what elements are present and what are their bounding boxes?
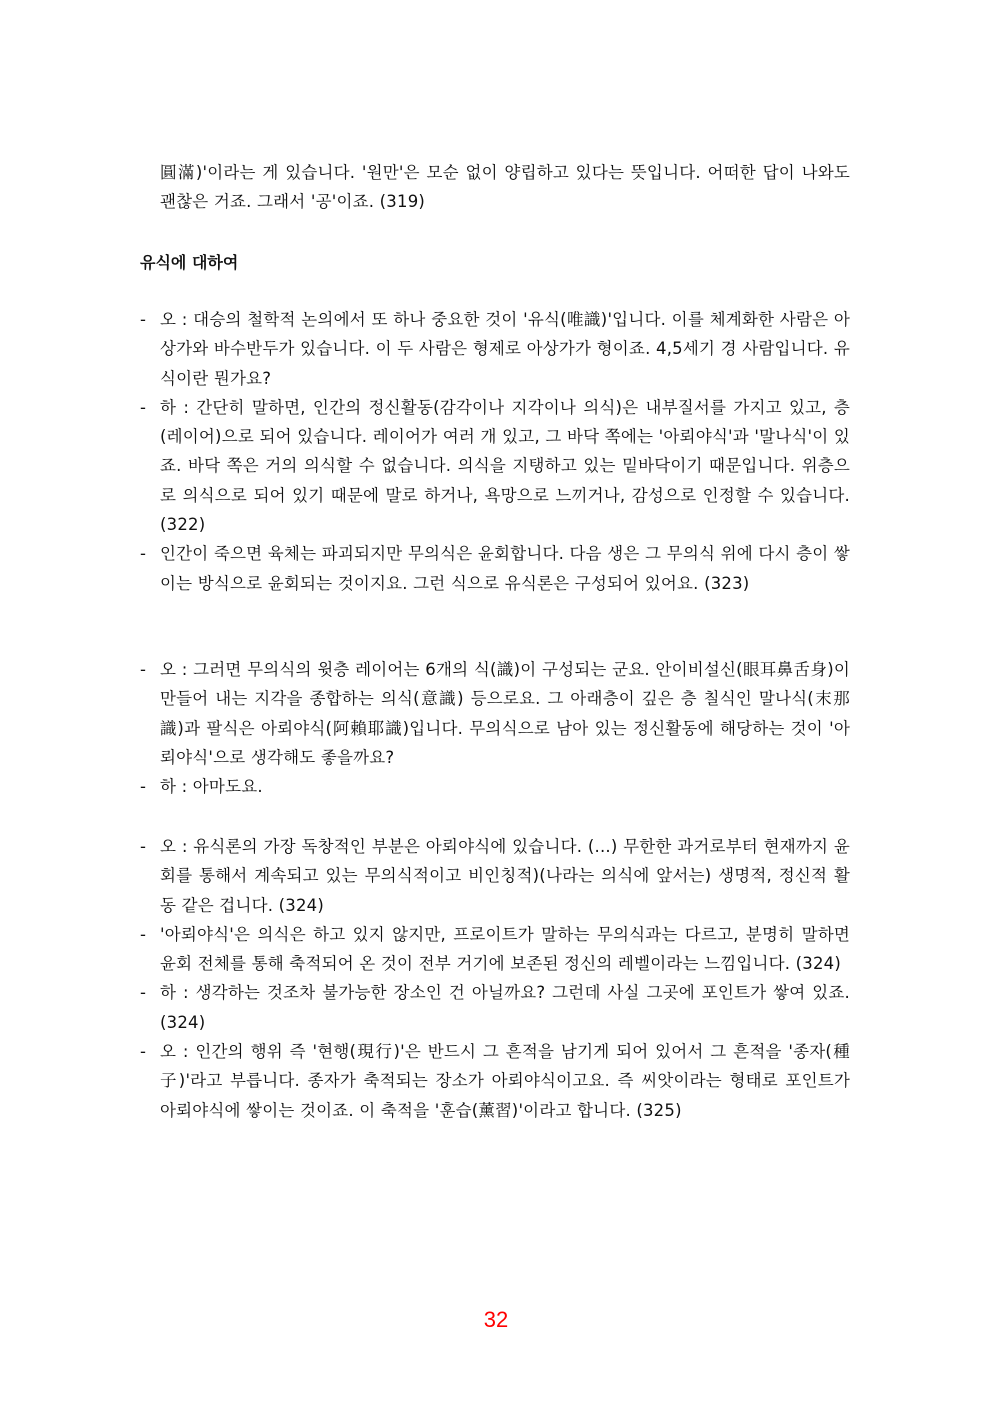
- dialogue-block-1: [140, 305, 850, 598]
- dialogue-text: 하 : 아마도요.: [160, 777, 263, 797]
- dialogue-item: [140, 832, 850, 920]
- dash-bullet: -: [140, 397, 147, 417]
- dialogue-item: [140, 305, 850, 393]
- dialogue-text: '아뢰야식'은 의식은 하고 있지 않지만, 프로이트가 말하는 무의식과는 다르고, 분명히 말하면 윤회 전체를 통해 축적되어 온 것이 전부 거기에 보존된 정신의 레벨이라는 느낌입니다. (324): [160, 924, 850, 974]
- dialogue-text: 오 : 인간의 행위 즉 '현행(現行)'은 반드시 그 흔적을 남기게 되어 있어서 그 흔적을 '종자(種子)'라고 부릅니다. 종자가 축적되는 장소가 아뢰야식이고요. 즉 씨앗이라는 형태로 포인트가 아뢰야식에 쌓이는 것이죠. 이 축적을 '훈습(薰習)'이라고 합니다. (325): [160, 1042, 850, 1120]
- dialogue-block-3: [140, 832, 850, 1125]
- dialogue-text: 하 : 간단히 말하면, 인간의 정신활동(감각이나 지각이나 의식)은 내부질서를 가지고 있고, 층(레이어)으로 되어 있습니다. 레이어가 여러 개 있고, 그 바닥 쪽에는 '아뢰야식'과 '말나식'이 있죠. 바닥 쪽은 거의 의식할 수 없습니다. 의식을 지탱하고 있는 밑바닥이기 때문입니다. 위층으로 의식으로 되어 있기 때문에 말로 하거나, 욕망으로 느끼거나, 감성으로 인정할 수 있습니다. (322): [160, 397, 850, 535]
- dialogue-item: [140, 393, 850, 539]
- dash-bullet: -: [140, 924, 147, 944]
- dialogue-text: 하 : 생각하는 것조차 불가능한 장소인 건 아닐까요? 그런데 사실 그곳에 포인트가 쌓여 있죠. (324): [160, 983, 850, 1032]
- dash-bullet: -: [140, 310, 147, 329]
- dialogue-text: 인간이 죽으면 육체는 파괴되지만 무의식은 윤회합니다. 다음 생은 그 무의식 위에 다시 층이 쌓이는 방식으로 윤회되는 것이지요. 그런 식으로 유식론은 구성되어 있어요. (323): [160, 544, 850, 593]
- dialogue-item: [140, 655, 850, 772]
- dialogue-item: [140, 978, 850, 1037]
- dash-bullet: -: [140, 777, 147, 797]
- dialogue-item: [140, 920, 850, 979]
- dialogue-text: 오 : 대승의 철학적 논의에서 또 하나 중요한 것이 '유식(唯識)'입니다. 이를 체계화한 사람은 아상가와 바수반두가 있습니다. 이 두 사람은 형제로 아상가가 형이죠. 4,5세기 경 사람입니다. 유식이란 뭔가요?: [160, 310, 850, 388]
- dash-bullet: -: [140, 837, 147, 856]
- dialogue-item: [140, 539, 850, 598]
- dash-bullet: -: [140, 660, 147, 679]
- dash-bullet: -: [140, 544, 147, 564]
- dialogue-item: [140, 1037, 850, 1125]
- dialogue-item: [140, 772, 850, 801]
- dialogue-text: 오 : 유식론의 가장 독창적인 부분은 아뢰야식에 있습니다. (...) 무한한 과거로부터 현재까지 윤회를 통해서 계속되고 있는 무의식적이고 비인칭적)(나라는 의식에 앞서는) 생명적, 정신적 활동 같은 겁니다. (324): [160, 837, 850, 915]
- continued-paragraph: 圓滿)'이라는 게 있습니다. '원만'은 모순 없이 양립하고 있다는 뜻입니다. 어떠한 답이 나와도 괜찮은 거죠. 그래서 '공'이죠. (319): [160, 163, 850, 212]
- dialogue-block-2: [140, 655, 850, 801]
- dash-bullet: -: [140, 983, 147, 1003]
- page-number: 32: [483, 1307, 509, 1332]
- dialogue-text: 오 : 그러면 무의식의 윗층 레이어는 6개의 식(識)이 구성되는 군요. 안이비설신(眼耳鼻舌身)이 만들어 내는 지각을 종합하는 의식(意識) 등으로요. 그 아래층이 깊은 층 칠식인 말나식(末那識)과 팔식은 아뢰야식(阿賴耶識)입니다. 무의식으로 남아 있는 정신활동에 해당하는 것이 '아뢰야식'으로 생각해도 좋을까요?: [160, 660, 850, 767]
- dash-bullet: -: [140, 1042, 147, 1062]
- section-heading: 유식에 대하여: [140, 253, 239, 272]
